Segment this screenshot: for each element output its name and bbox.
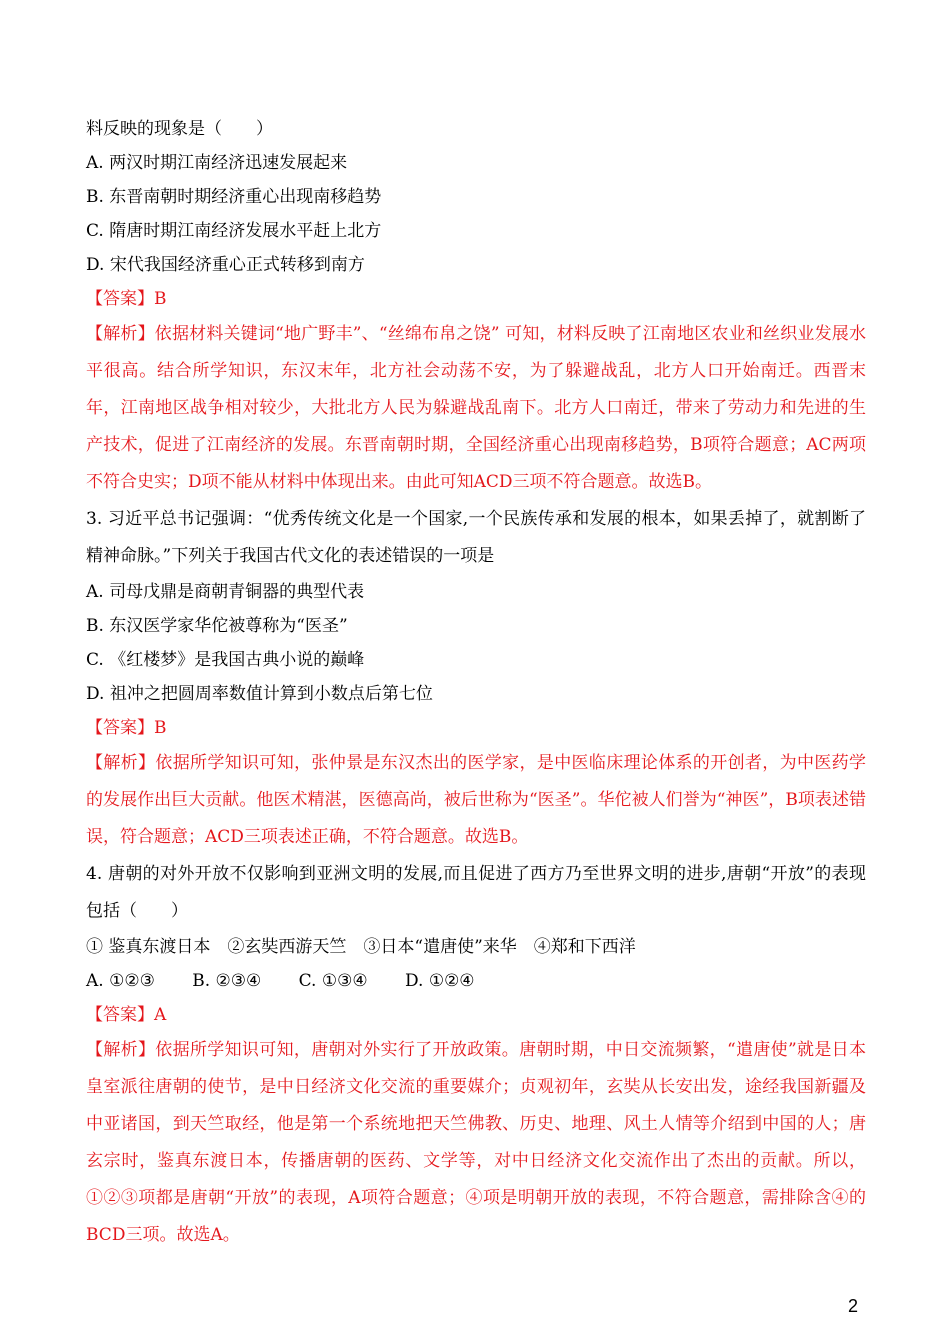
q4-choice-d: D. ①②④ <box>405 971 475 991</box>
q4-choice-b: B. ②③④ <box>192 971 262 991</box>
q2-option-c: C. 隋唐时期江南经济发展水平赶上北方 <box>86 221 382 241</box>
q2-option-d: D. 宋代我国经济重心正式转移到南方 <box>86 255 365 275</box>
q2-option-b: B. 东晋南朝时期经济重心出现南移趋势 <box>86 187 382 207</box>
q3-option-a: A. 司母戊鼎是商朝青铜器的典型代表 <box>86 582 365 602</box>
q4-items: ① 鉴真东渡日本 ②玄奘西游天竺 ③日本“遣唐使”来华 ④郑和下西洋 <box>86 937 636 957</box>
page-number: 2 <box>848 1296 859 1316</box>
document-body <box>86 112 866 1254</box>
q2-stem-tail: 料反映的现象是（ ） <box>86 119 273 139</box>
q2-answer: 【答案】B <box>86 289 167 309</box>
q4-choices <box>86 964 866 998</box>
q3-answer: 【答案】B <box>86 718 167 738</box>
q3-option-d: D. 祖冲之把圆周率数值计算到小数点后第七位 <box>86 684 433 704</box>
q4-choice-a: A. ①②③ <box>86 971 155 991</box>
q3-option-c: C. 《红楼梦》是我国古典小说的巅峰 <box>86 650 365 670</box>
q4-choice-c: C. ①③④ <box>298 971 368 991</box>
q4-analysis: 【解析】依据所学知识可知，唐朝对外实行了开放政策。唐朝时期，中日交流频繁，“遣唐使”就是日本皇室派往唐朝的使节，是中日经济文化交流的重要媒介；贞观初年，玄奘从长安出发，途经我国新疆及中亚诸国，到天竺取经，他是第一个系统地把天竺佛教、历史、地理、风土人情等介绍到中国的人；唐玄宗时，鉴真东渡日本，传播唐朝的医药、文学等，对中日经济文化交流作出了杰出的贡献。所以，①②③项都是唐朝“开放”的表现，A项符合题意；④项是明朝开放的表现，不符合题意，需排除含④的BCD三项。故选A。 <box>86 1040 866 1245</box>
q3-stem: 3. 习近平总书记强调：“优秀传统文化是一个国家,一个民族传承和发展的根本，如果丢掉了，就割断了精神命脉。”下列关于我国古代文化的表述错误的一项是 <box>86 509 866 566</box>
q2-option-a: A. 两汉时期江南经济迅速发展起来 <box>86 153 348 173</box>
q4-answer: 【答案】A <box>86 1005 167 1025</box>
q2-analysis: 【解析】依据材料关键词“地广野丰”、“丝绵布帛之饶” 可知，材料反映了江南地区农业和丝织业发展水平很高。结合所学知识，东汉末年，北方社会动荡不安，为了躲避战乱，北方人口开始南迁。西晋末年，江南地区战争相对较少，大批北方人民为躲避战乱南下。北方人口南迁，带来了劳动力和先进的生产技术，促进了江南经济的发展。东晋南朝时期，全国经济重心出现南移趋势，B项符合题意；AC两项不符合史实；D项不能从材料中体现出来。由此可知ACD三项不符合题意。故选B。 <box>86 324 866 492</box>
q3-analysis: 【解析】依据所学知识可知，张仲景是东汉杰出的医学家，是中医临床理论体系的开创者，为中医药学的发展作出巨大贡献。他医术精湛，医德高尚，被后世称为“医圣”。华佗被人们誉为“神医”，B项表述错误，符合题意；ACD三项表述正确，不符合题意。故选B。 <box>86 753 866 847</box>
q4-stem: 4. 唐朝的对外开放不仅影响到亚洲文明的发展,而且促进了西方乃至世界文明的进步,唐朝“开放”的表现包括（ ） <box>86 864 866 921</box>
q3-option-b: B. 东汉医学家华佗被尊称为“医圣” <box>86 616 348 636</box>
